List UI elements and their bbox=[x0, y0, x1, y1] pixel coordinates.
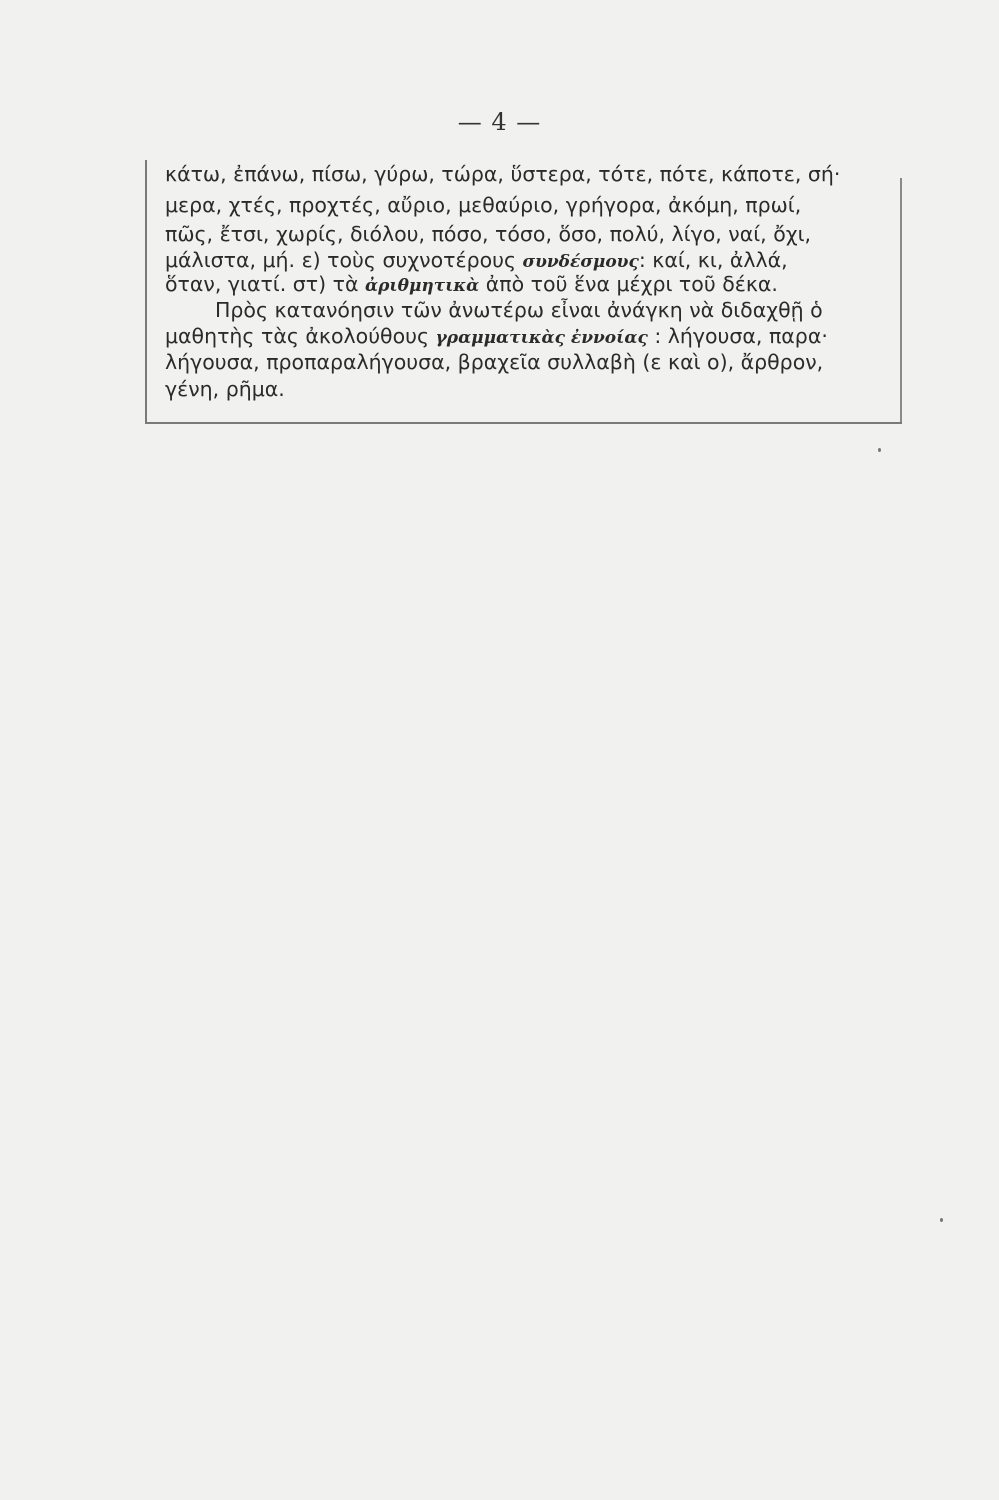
paragraph1-line3: πῶς, ἔτσι, χωρίς, διόλου, πόσο, τόσο, ὅσο, πολύ, λίγο, ναί, ὄχι, bbox=[165, 222, 812, 246]
paragraph1-line4 bbox=[165, 248, 885, 274]
left-border-rule bbox=[145, 160, 147, 422]
paper-speck bbox=[878, 448, 881, 452]
paragraph1-line1: κάτω, ἐπάνω, πίσω, γύρω, τώρα, ὕστερα, τότε, πότε, κάποτε, σή· bbox=[165, 162, 841, 186]
paragraph2-line1: Πρὸς κατανόησιν τῶν ἀνωτέρω εἶναι ἀνάγκη νὰ διδαχθῇ ὁ bbox=[215, 298, 823, 322]
paper-speck bbox=[940, 1218, 943, 1222]
page-number: — 4 — bbox=[457, 108, 542, 136]
paragraph1-line5 bbox=[165, 272, 885, 298]
line5-text-before: ὅταν, γιατί. στ) τὰ bbox=[165, 272, 365, 296]
bottom-border-rule bbox=[145, 422, 902, 424]
line4-text-after: : καί, κι, ἀλλά, bbox=[638, 248, 788, 272]
line2-text-before: μαθητὴς τὰς ἀκολούθους bbox=[165, 324, 436, 348]
term-arithmitika: ἀριθμητικὰ bbox=[365, 276, 480, 296]
paragraph1-line2: μερα, χτές, προχτές, αὔριο, μεθαύριο, γρήγορα, ἀκόμη, πρωί, bbox=[165, 193, 802, 217]
line2-text-after: : λήγουσα, παρα· bbox=[647, 324, 828, 348]
line4-text-before: μάλιστα, μή. ε) τοὺς συχνοτέρους bbox=[165, 248, 523, 272]
bordered-text-block bbox=[145, 152, 902, 426]
paragraph2-line2 bbox=[165, 324, 885, 350]
term-syndesmoi: συνδέσμους bbox=[522, 252, 639, 272]
term-grammatikes-ennoies: γραμματικὰς ἐννοίας bbox=[435, 328, 648, 348]
line5-text-after: ἀπὸ τοῦ ἕνα μέχρι τοῦ δέκα. bbox=[479, 272, 778, 296]
paragraph2-line3: λήγουσα, προπαραλήγουσα, βραχεῖα συλλαβὴ (ε καὶ ο), ἄρθρον, bbox=[165, 350, 824, 374]
paragraph2-line4: γένη, ρῆμα. bbox=[165, 377, 285, 401]
right-border-rule bbox=[900, 178, 902, 424]
